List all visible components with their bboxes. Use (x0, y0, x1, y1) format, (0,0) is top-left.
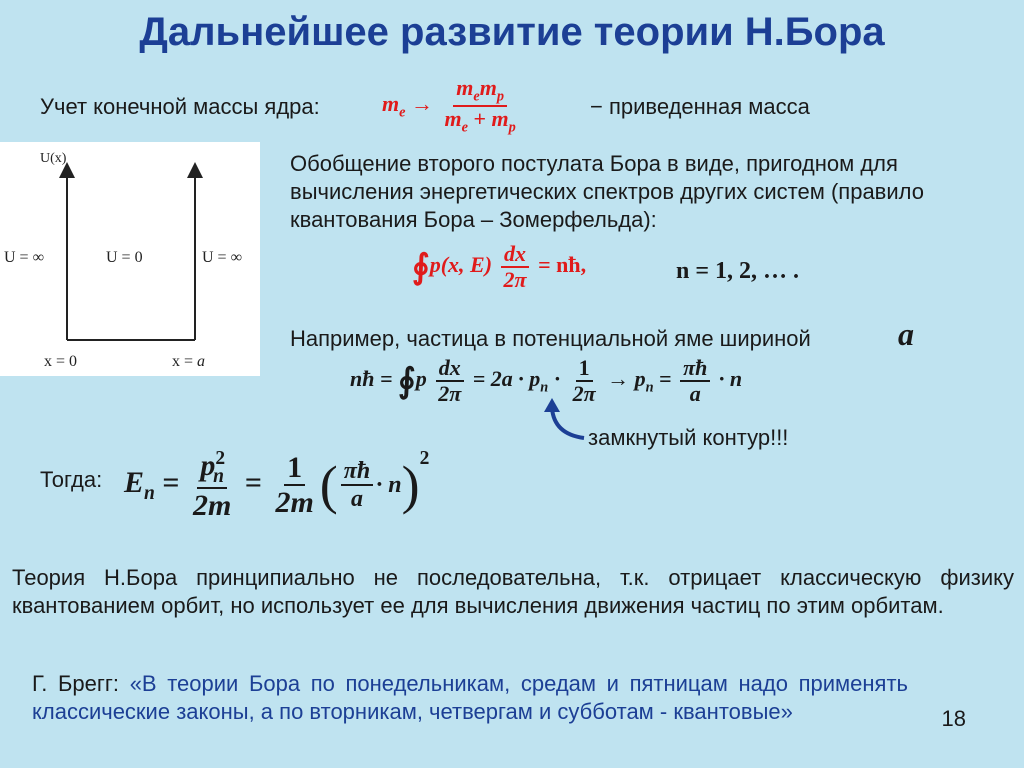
reduced-mass-label: Учет конечной массы ядра: (40, 94, 320, 119)
page-number: 18 (941, 706, 966, 731)
potential-well-svg (0, 142, 260, 376)
slide-title: Дальнейшее развитие теории Н.Бора (139, 10, 885, 54)
left-region-label: U = ∞ (4, 249, 44, 266)
mid-region-label: U = 0 (106, 249, 143, 266)
quantization-equation: nħ = ∮p $\frac{dx}{2\pi}$ = $2a \cdot p_n$ · $\frac{1}{2\pi}$ → $p_n$ = $\frac{\pi ħ}{a}$ · n (350, 355, 743, 407)
n-values: n = 1, 2, … . (676, 258, 800, 284)
xa-label: x = a (172, 353, 206, 370)
example-var-a: a (898, 316, 914, 352)
contour-arrow-icon (540, 398, 590, 446)
example-text: Например, частица в потенциальной яме шириной (290, 326, 811, 351)
reduced-mass-formula: $m_e$ → $\frac{m_em_p}{m_e + m_p}$ (382, 75, 516, 136)
reduced-mass-suffix: − приведенная масса (590, 94, 810, 119)
quote-author: Г. Брегг: (32, 671, 120, 696)
bragg-quote (32, 670, 908, 726)
potential-well-diagram (0, 142, 260, 376)
postulate-text: Обобщение второго постулата Бора в виде, пригодном для вычисления энергетических спектров других систем (правило квантования Бора – Зомерфельда): (290, 151, 924, 232)
bohr-sommerfeld-formula: ∮p(x, E) $\frac{dx}{2\pi}$ = nħ, (412, 241, 587, 293)
right-region-label: U = ∞ (202, 249, 242, 266)
y-axis-label: U(x) (40, 151, 67, 166)
energy-label: Тогда: (40, 467, 103, 492)
contour-note: замкнутый контур!!! (588, 425, 789, 450)
energy-formula: $E_n$ = $\frac{p^2_n}{2m}$ = $\frac{1}{2m}$ ( $\frac{\pi ħ}{a}$ · n)$^2$ (124, 448, 430, 523)
quote-text: «В теории Бора по понедельникам, средам и пятницам надо применять классические законы, а по вторникам, четвергам и субботам - квантовые» (32, 671, 908, 724)
x0-label: x = 0 (44, 353, 78, 370)
conclusion-text: Теория Н.Бора принципиально не последовательна, т.к. отрицает классическую физику квантованием орбит, но использует ее для вычисления движения частиц по этим орбитам. (12, 565, 1014, 618)
